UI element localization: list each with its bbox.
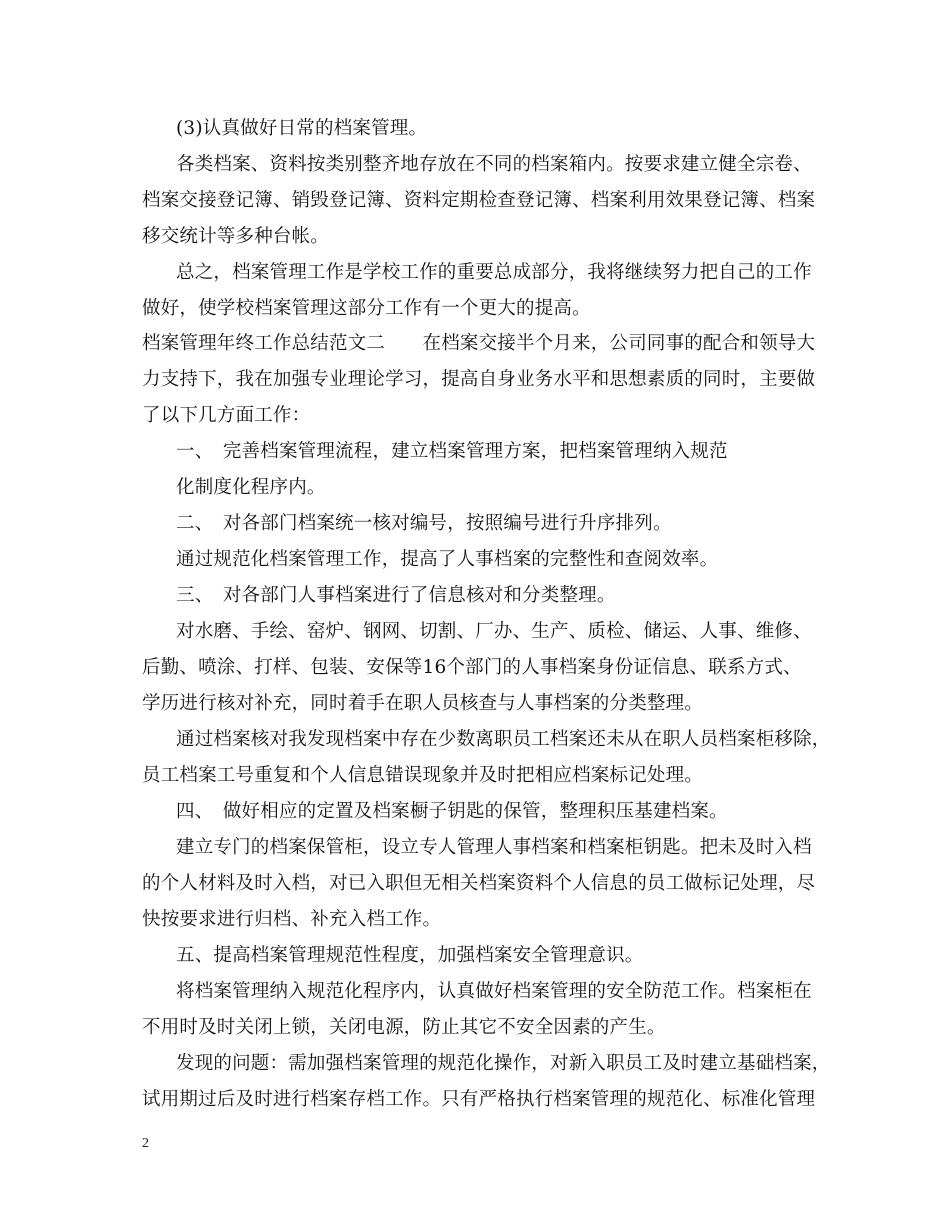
text-line: 档案交接登记簿、销毁登记簿、资料定期检查登记簿、档案利用效果登记簿、档案 xyxy=(142,190,816,211)
text-line: 了以下几方面工作： xyxy=(142,405,311,426)
text-line: 三、 对各部门人事档案进行了信息核对和分类整理。 xyxy=(176,585,616,606)
text-line: 总之，档案管理工作是学校工作的重要总成部分，我将继续努力把自己的工作 xyxy=(176,262,812,283)
text-line: 试用期过后及时进行档案存档工作。只有严格执行档案管理的规范化、标准化管理 xyxy=(142,1089,816,1110)
text-line: (3)认真做好日常的档案管理。 xyxy=(176,118,428,139)
text-line: 移交统计等多种台帐。 xyxy=(142,226,330,247)
text-line: 的个人材料及时入档，对已入职但无相关档案资料个人信息的员工做标记处理，尽 xyxy=(142,873,816,894)
text-line: 不用时及时关闭上锁，关闭电源，防止其它不安全因素的产生。 xyxy=(142,1017,666,1038)
text-line: 发现的问题：需加强档案管理的规范化操作，对新入职员工及时建立基础档案， xyxy=(176,1053,831,1074)
text-line: 通过档案核对我发现档案中存在少数离职员工档案还未从在职人员档案柜移除， xyxy=(176,729,831,750)
text-line: 各类档案、资料按类别整齐地存放在不同的档案箱内。按要求建立健全宗卷、 xyxy=(176,154,812,175)
text-line: 档案管理年终工作总结范文二 在档案交接半个月来，公司同事的配合和领导大 xyxy=(142,333,816,354)
text-line: 化制度化程序内。 xyxy=(176,477,326,498)
text-line: 一、 完善档案管理流程，建立档案管理方案，把档案管理纳入规范 xyxy=(176,441,728,462)
text-line: 后勤、喷涂、打样、包装、安保等16个部门的人事档案身份证信息、联系方式、 xyxy=(142,657,802,678)
text-line: 学历进行核对补充，同时着手在职人员核查与人事档案的分类整理。 xyxy=(142,693,704,714)
text-line: 将档案管理纳入规范化程序内，认真做好档案管理的安全防范工作。档案柜在 xyxy=(176,981,812,1002)
text-line: 员工档案工号重复和个人信息错误现象并及时把相应档案标记处理。 xyxy=(142,765,704,786)
page-number: 2 xyxy=(142,1136,149,1151)
text-line: 力支持下，我在加强专业理论学习，提高自身业务水平和思想素质的同时，主要做 xyxy=(142,369,816,390)
text-line: 做好，使学校档案管理这部分工作有一个更大的提高。 xyxy=(142,298,591,319)
text-line: 四、 做好相应的定置及档案橱子钥匙的保管，整理积压基建档案。 xyxy=(176,801,728,822)
text-line: 通过规范化档案管理工作，提高了人事档案的完整性和查阅效率。 xyxy=(176,549,719,570)
text-line: 快按要求进行归档、补充入档工作。 xyxy=(142,909,442,930)
text-line: 对水磨、手绘、窑炉、钢网、切割、厂办、生产、质检、储运、人事、维修、 xyxy=(176,621,812,642)
text-line: 建立专门的档案保管柜，设立专人管理人事档案和档案柜钥匙。把未及时入档 xyxy=(176,837,812,858)
text-line: 二、 对各部门档案统一核对编号，按照编号进行升序排列。 xyxy=(176,513,672,534)
text-line: 五、提高档案管理规范性程度，加强档案安全管理意识。 xyxy=(176,945,644,966)
